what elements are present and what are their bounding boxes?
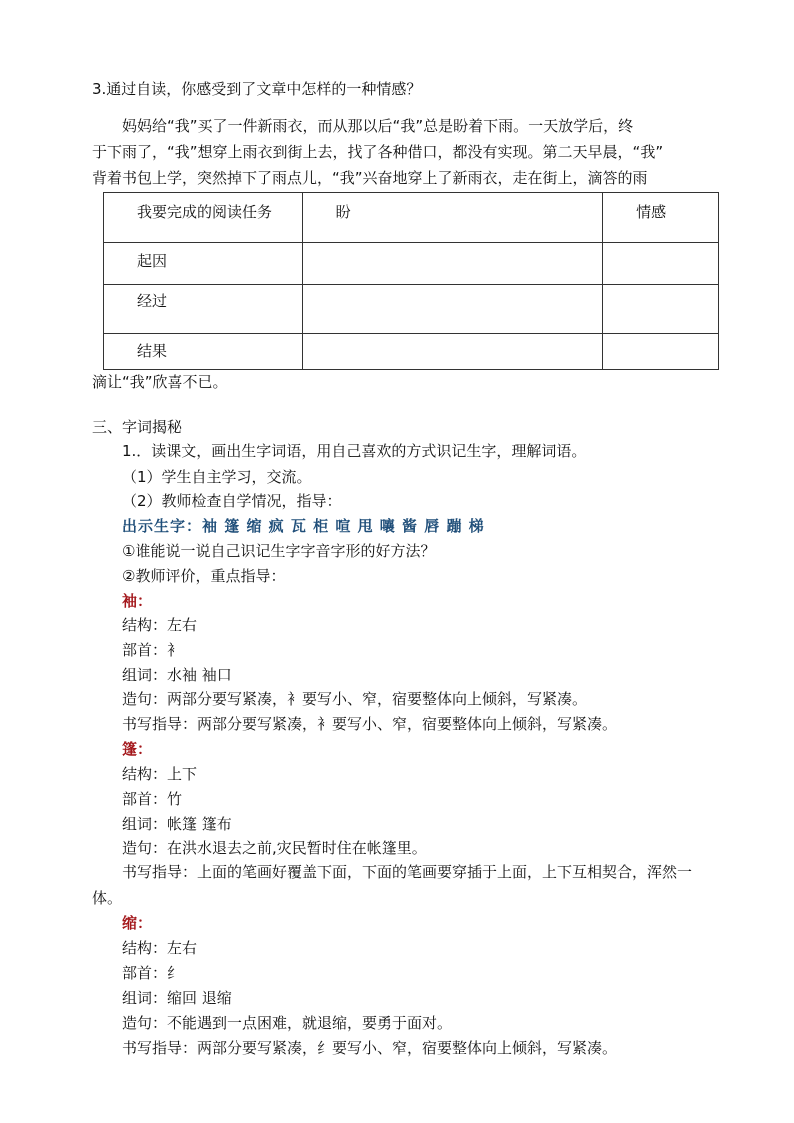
paragraph-line: 背着书包上学，突然掉下了雨点儿，“我”兴奋地穿上了新雨衣，走在街上，滴答的雨 (92, 169, 648, 187)
char-structure: 结构：左右 (122, 616, 198, 634)
table-cell: 起因 (104, 243, 303, 285)
table-header-row (104, 193, 719, 243)
table-cell[interactable] (302, 334, 602, 370)
show-chars-line (122, 515, 485, 536)
char-structure: 结构：上下 (122, 765, 198, 783)
teacher-review: ②教师评价，重点指导： (122, 567, 286, 585)
table-row (104, 243, 719, 285)
char-radical: 部首：竹 (122, 790, 183, 808)
char-heading: 篷： (122, 740, 153, 758)
char-sentence: 造句：两部分要写紧凑，衤要写小、窄，宿要整体向上倾斜，写紧凑。 (122, 690, 588, 708)
char-sentence: 造句：在洪水退去之前,灾民暂时住在帐篷里。 (122, 839, 427, 857)
table-row (104, 334, 719, 370)
paragraph-line: 于下雨了，“我”想穿上雨衣到街上去，找了各种借口，都没有实现。第二天早晨，“我” (92, 143, 664, 161)
reading-task-table (103, 192, 719, 370)
char-radical: 部首：衤 (122, 641, 183, 659)
char-sentence: 造句：不能遇到一点困难，就退缩，要勇于面对。 (122, 1014, 453, 1032)
table-cell[interactable] (302, 285, 602, 334)
char-words: 组词：帐篷 篷布 (122, 815, 232, 833)
table-cell[interactable] (603, 243, 719, 285)
char-writing: 书写指导：两部分要写紧凑，纟要写小、窄，宿要整体向上倾斜，写紧凑。 (122, 1039, 618, 1057)
char-writing: 书写指导：上面的笔画好覆盖下面，下面的笔画要穿插于上面，上下互相契合，浑然一体。 (92, 863, 693, 907)
step-1b: （2）教师检查自学情况，指导： (122, 492, 342, 510)
show-chars-list: 袖 篷 缩 疯 瓦 柜 喧 甩 嚷 酱 唇 蹦 梯 (202, 517, 485, 535)
step-1a: （1）学生自主学习，交流。 (122, 468, 312, 486)
paragraph-tail: 滴让“我”欣喜不已。 (92, 373, 228, 391)
paragraph-line: 妈妈给“我”买了一件新雨衣，而从那以后“我”总是盼着下雨。一天放学后，终 (122, 117, 634, 135)
char-words: 组词：水袖 袖口 (122, 666, 232, 684)
char-writing: 书写指导：两部分要写紧凑，衤要写小、窄，宿要整体向上倾斜，写紧凑。 (122, 715, 618, 733)
table-cell[interactable] (302, 243, 602, 285)
char-radical: 部首：纟 (122, 964, 183, 982)
step-1: 1.．读课文，画出生字词语，用自己喜欢的方式识记生字，理解词语。 (122, 442, 587, 460)
table-cell[interactable] (603, 334, 719, 370)
table-header: 盼 (302, 193, 602, 243)
char-heading: 缩： (122, 914, 153, 932)
table-header: 我要完成的阅读任务 (104, 193, 303, 243)
char-heading: 袖： (122, 592, 153, 610)
show-chars-label: 出示生字： (122, 517, 203, 535)
question-3: 3.通过自读，你感受到了文章中怎样的一种情感？ (92, 80, 422, 98)
table-header: 情感 (603, 193, 719, 243)
char-words: 组词：缩回 退缩 (122, 989, 232, 1007)
char-structure: 结构：左右 (122, 939, 198, 957)
question-method: ①谁能说一说自己识记生字字音字形的好方法？ (122, 542, 436, 560)
table-cell[interactable] (603, 285, 719, 334)
table-row (104, 285, 719, 334)
story-paragraph (92, 113, 717, 191)
table-cell: 结果 (104, 334, 303, 370)
table-cell: 经过 (104, 285, 303, 334)
section-heading: 三、字词揭秘 (92, 418, 183, 436)
